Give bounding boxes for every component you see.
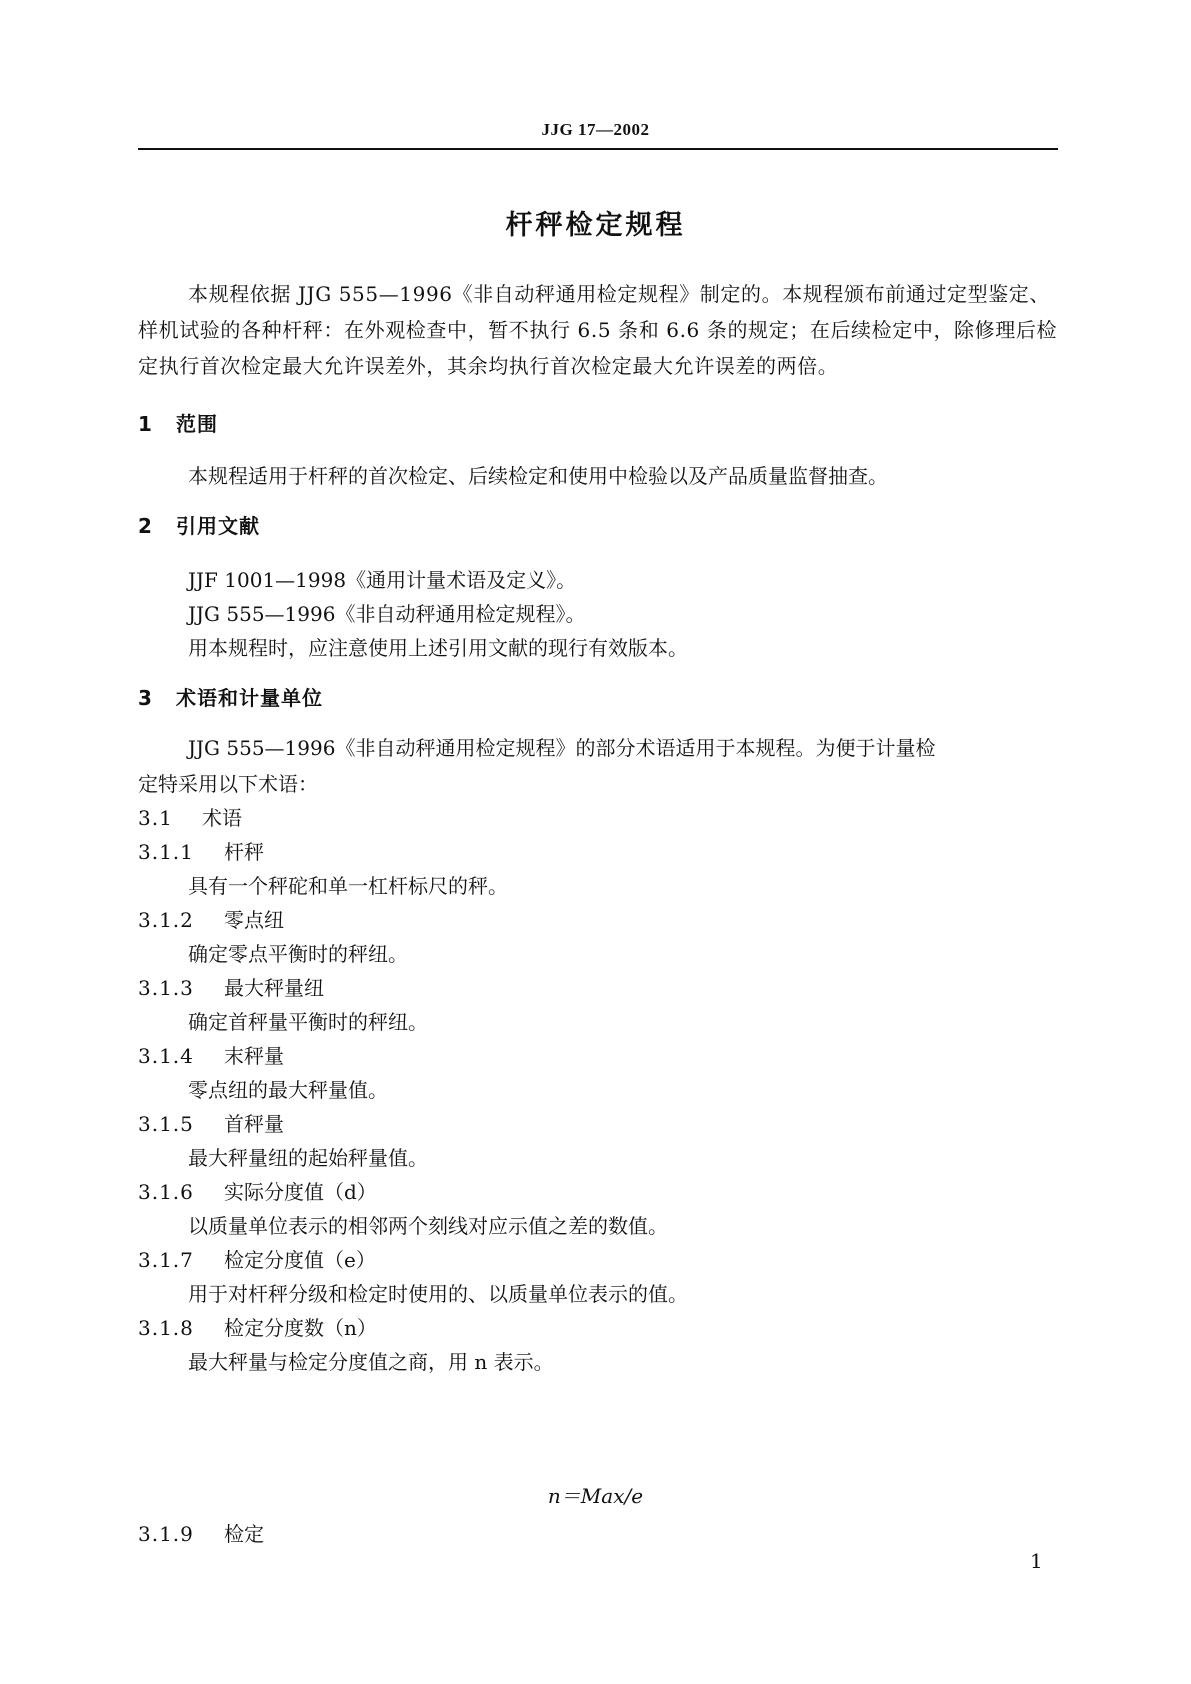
section-heading-3 [138,680,323,716]
header-divider [138,148,1058,150]
term-number: 3.1.9 [138,1522,194,1546]
term-number: 3.1.7 [138,1248,194,1272]
page-title: 杆秤检定规程 [505,210,686,241]
term-number: 3.1.1 [138,840,194,864]
term-heading [138,1106,284,1142]
section-heading-1 [138,406,218,442]
term-title: 末秤量 [224,1044,284,1068]
term-heading [138,902,284,938]
page-number: 1 [1030,1549,1043,1573]
term-title: 最大秤量纽 [224,976,324,1000]
reference-item: JJF 1001—1998《通用计量术语及定义》。 [188,568,577,592]
term-title: 杆秤 [224,840,264,864]
term-definition: 确定首秤量平衡时的秤纽。 [188,1010,428,1034]
term-heading [138,834,264,870]
term-heading [138,1516,264,1552]
term-heading [138,970,324,1006]
term-definition: 最大秤量纽的起始秤量值。 [188,1146,428,1170]
section-3-text: 定特采用以下术语： [138,772,318,796]
term-number: 3.1.8 [138,1316,194,1340]
term-title: 实际分度值（d） [224,1180,377,1204]
section-title: 引用文献 [176,514,260,538]
clause-title: 术语 [202,806,242,830]
reference-item: JJG 555—1996《非自动秤通用检定规程》。 [188,602,586,626]
term-heading [138,1242,376,1278]
section-title: 范围 [176,412,218,436]
term-number: 3.1.2 [138,908,194,932]
term-definition: 具有一个秤砣和单一杠杆标尺的秤。 [188,874,508,898]
term-number: 3.1.4 [138,1044,194,1068]
term-title: 零点纽 [224,908,284,932]
term-definition: 确定零点平衡时的秤纽。 [188,942,408,966]
term-number: 3.1.3 [138,976,194,1000]
reference-note: 用本规程时，应注意使用上述引用文献的现行有效版本。 [188,636,688,660]
intro-paragraph: 本规程依据 JJG 555—1996《非自动秤通用检定规程》制定的。本规程颁布前通过定型鉴定、样机试验的各种杆秤：在外观检查中，暂不执行 6.5 条和 6.6 条的规定；在后续检定中，除修理后检定执行首次检定最大允许误差外，其余均执行首次检定最大允许误差的两倍。 [138,282,1058,378]
term-number: 3.1.6 [138,1180,194,1204]
term-title: 检定分度值（e） [224,1248,376,1272]
term-definition: 零点纽的最大秤量值。 [188,1078,388,1102]
section-3-text: JJG 555—1996《非自动秤通用检定规程》的部分术语适用于本规程。为便于计量检 [188,736,936,760]
term-definition: 用于对杆秤分级和检定时使用的、以质量单位表示的值。 [188,1282,688,1306]
term-title: 检定 [224,1522,264,1546]
section-number: 2 [138,514,153,538]
section-1-text: 本规程适用于杆秤的首次检定、后续检定和使用中检验以及产品质量监督抽查。 [188,464,888,488]
term-title: 首秤量 [224,1112,284,1136]
section-heading-2 [138,508,260,544]
section-title: 术语和计量单位 [176,686,323,710]
standard-code: JJG 17—2002 [541,120,650,139]
formula: n＝Max/e [547,1484,644,1508]
term-title: 检定分度数（n） [224,1316,377,1340]
section-number: 1 [138,412,153,436]
term-heading [138,1174,377,1210]
term-definition: 最大秤量与检定分度值之商，用 n 表示。 [188,1350,554,1374]
clause-3-1 [138,800,242,836]
term-number: 3.1.5 [138,1112,194,1136]
section-number: 3 [138,686,153,710]
term-heading [138,1310,377,1346]
clause-number: 3.1 [138,806,173,830]
term-heading [138,1038,284,1074]
term-definition: 以质量单位表示的相邻两个刻线对应示值之差的数值。 [188,1214,668,1238]
